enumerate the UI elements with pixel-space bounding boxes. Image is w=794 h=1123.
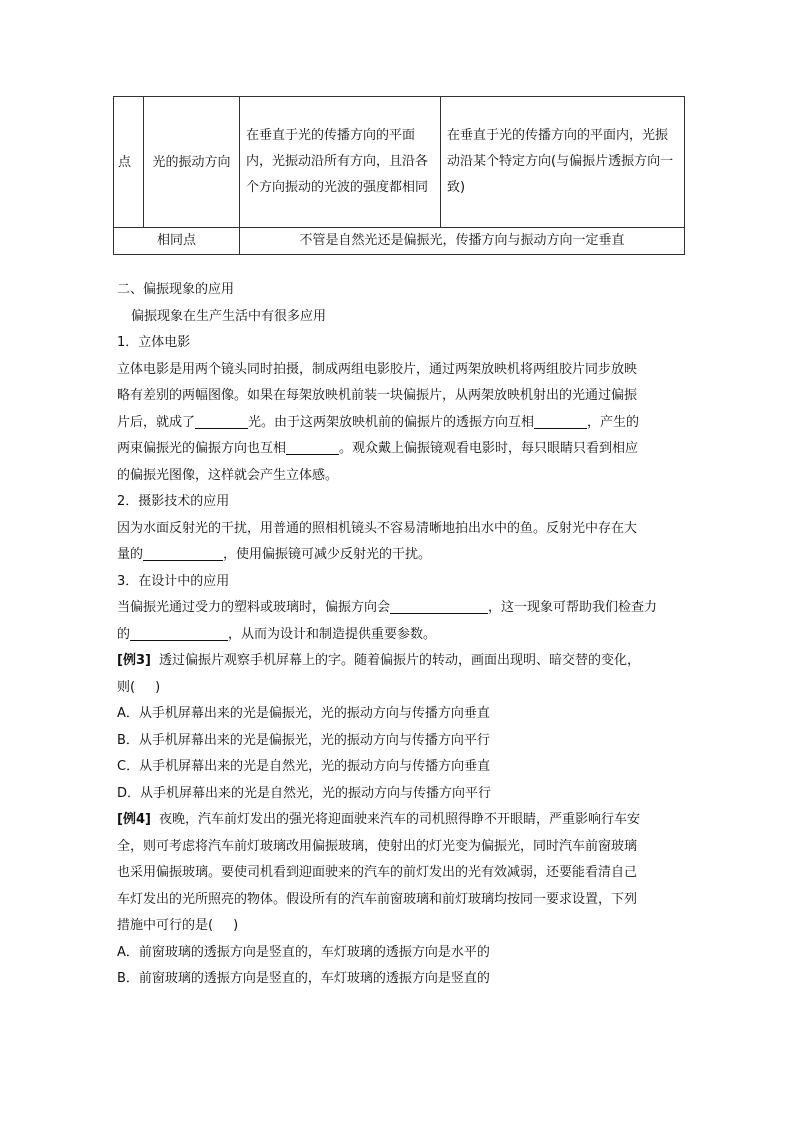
- example-4-line-4: 车灯发出的光所照亮的物体。假设所有的汽车前窗玻璃和前灯玻璃均按同一要求设置，下列: [117, 891, 638, 907]
- text: 两束偏振光的偏振方向也互相: [117, 441, 287, 456]
- side-header-fragment: 点: [114, 97, 144, 228]
- s2-line-1: 因为水面反射光的干扰，用普通的照相机镜头不容易清晰地拍出水中的鱼。反射光中存在大: [117, 520, 638, 536]
- text: 夜晚，汽车前灯发出的强光将迎面驶来汽车的司机照得睁不开眼睛，严重影响行车安: [158, 812, 640, 827]
- text: 则(: [117, 679, 136, 695]
- option-a: A．前窗玻璃的透振方向是竖直的，车灯玻璃的透振方向是水平的: [117, 944, 490, 960]
- text: 当偏振光通过受力的塑料或玻璃时，偏振方向会: [117, 600, 391, 615]
- s3-line-2: [117, 622, 682, 649]
- s1-line-1: 立体电影是用两个镜头同时拍摄，制成两组电影胶片，通过两架放映机将两组胶片同步放映: [117, 361, 638, 377]
- row-label-vibration: 光的振动方向: [144, 97, 240, 228]
- option-a: A．从手机屏幕出来的光是偏振光，光的振动方向与传播方向垂直: [117, 706, 490, 721]
- fill-blank[interactable]: [130, 625, 228, 641]
- s1-line-2: 略有差别的两幅图像。如果在每架放映机前装一块偏振片，从两架放映机射出的光通过偏振: [117, 388, 638, 403]
- option-c: C．从手机屏幕出来的光是自然光，光的振动方向与传播方向垂直: [117, 759, 491, 774]
- table-row: [114, 228, 685, 255]
- row-label-common: 相同点: [114, 228, 240, 255]
- section-title: 二、偏振现象的应用: [117, 282, 235, 297]
- text: 片后，就成了: [117, 414, 196, 430]
- natural-light-cell: 在垂直于光的传播方向的平面内，光振动沿所有方向，且沿各个方向振动的光波的强度都相同: [240, 97, 441, 228]
- text: 。观众戴上偏振镜观看电影时，每只眼睛只看到相应: [339, 441, 639, 456]
- option-b: B．前窗玻璃的透振方向是竖直的，车灯玻璃的透振方向是竖直的: [117, 971, 490, 986]
- fill-blank[interactable]: [534, 413, 587, 429]
- example-4-line-5: [117, 913, 682, 940]
- example-3-line-1: [117, 648, 682, 675]
- s2-line-2: [117, 542, 682, 569]
- text: ，从而为设计和制造提供重要参数。: [228, 626, 437, 642]
- fill-blank[interactable]: [390, 598, 488, 614]
- common-point-cell: 不管是自然光还是偏振光，传播方向与振动方向一定垂直: [240, 228, 685, 255]
- text: ，这一现象可帮助我们检查力: [488, 600, 658, 615]
- example-4-line-3: 也采用偏振玻璃。要使司机看到迎面驶来的汽车的前灯发出的光有效减弱，还要能看清自己: [117, 865, 638, 880]
- fill-blank[interactable]: [286, 439, 339, 455]
- example-4-line-2: 全，则可考虑将汽车前灯玻璃改用偏振玻璃，使射出的灯光变为偏振光，同时汽车前窗玻璃: [117, 838, 638, 854]
- s1-line-4: [117, 436, 682, 463]
- text: ，产生的: [587, 414, 640, 430]
- text: 量的: [117, 547, 144, 562]
- fill-blank[interactable]: [195, 413, 248, 429]
- table-row: [114, 97, 685, 228]
- document-body: [117, 277, 682, 993]
- text: ): [233, 918, 239, 933]
- text: 措施中可行的是(: [117, 918, 214, 933]
- s1-heading: 1．立体电影: [117, 335, 191, 350]
- text: ，使用偏振镜可减少反射光的干扰。: [223, 547, 432, 562]
- example-tag: [例3]: [117, 653, 151, 668]
- option-d: D．从手机屏幕出来的光是自然光，光的振动方向与传播方向平行: [117, 785, 492, 801]
- comparison-table: [113, 96, 685, 255]
- text: 透过偏振片观察手机屏幕上的字。随着偏振片的转动，画面出现明、暗交替的变化，: [158, 653, 640, 668]
- s1-line-5: 的偏振光图像，这样就会产生立体感。: [117, 467, 339, 483]
- option-b: B．从手机屏幕出来的光是偏振光，光的振动方向与传播方向平行: [117, 732, 490, 748]
- text: ): [155, 679, 161, 695]
- text: 的: [117, 626, 131, 642]
- s3-heading: 3．在设计中的应用: [117, 573, 230, 589]
- section-intro: 偏振现象在生产生活中有很多应用: [131, 308, 327, 324]
- text: 光。由于这两架放映机前的偏振片的透振方向互相: [248, 414, 535, 430]
- example-3-line-2: [117, 675, 682, 702]
- example-4-line-1: [117, 807, 682, 834]
- example-tag: [例4]: [117, 812, 151, 827]
- polarized-light-cell: 在垂直于光的传播方向的平面内，光振动沿某个特定方向(与偏振片透振方向一致): [441, 97, 685, 228]
- s2-heading: 2．摄影技术的应用: [117, 494, 230, 509]
- fill-blank[interactable]: [143, 545, 223, 561]
- s3-line-1: [117, 595, 682, 622]
- s1-line-3: [117, 410, 682, 437]
